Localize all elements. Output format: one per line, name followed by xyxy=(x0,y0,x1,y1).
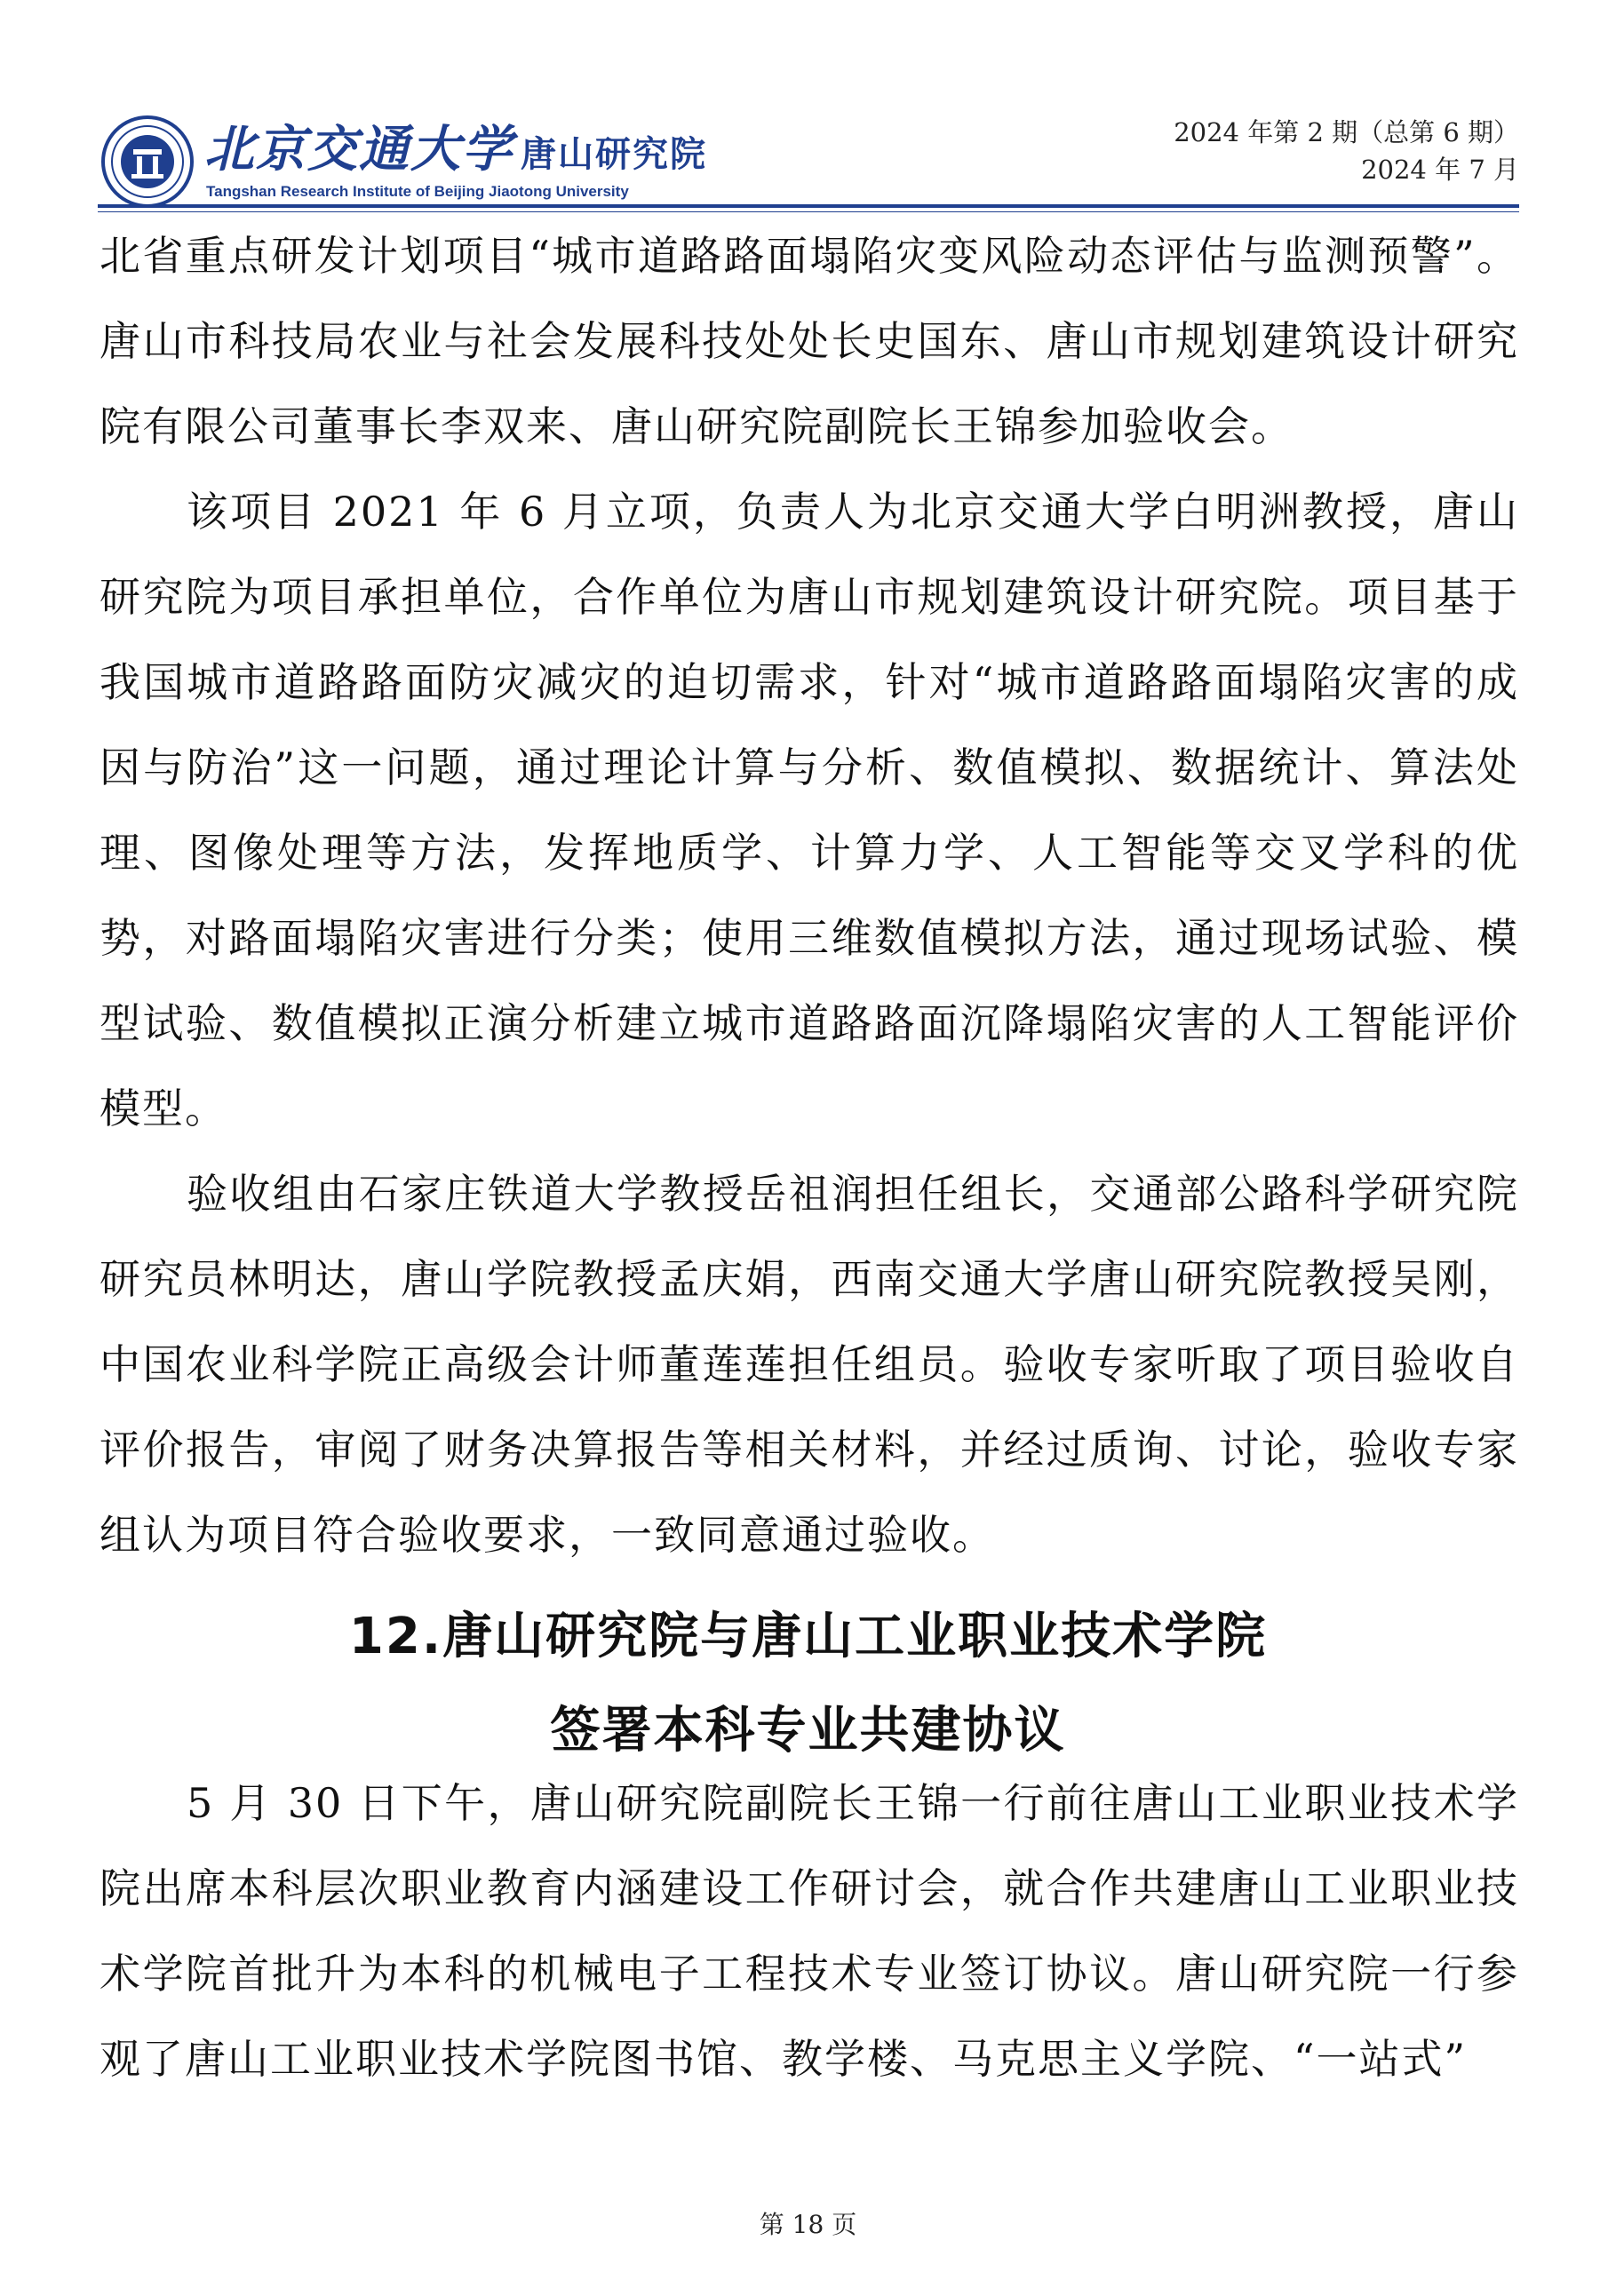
page-header xyxy=(98,105,1519,201)
header-rule-thin xyxy=(98,211,1519,212)
section-paragraph: 5 月 30 日下午，唐山研究院副院长王锦一行前往唐山工业职业技术学院出席本科层次职业教育内涵建设工作研讨会，就合作共建唐山工业职业技术学院首批升为本科的机械电子工程技术专业签订协议。唐山研究院一行参观了唐山工业职业技术学院图书馆、教学楼、马克思主义学院、“一站式” xyxy=(100,1779,1519,2083)
section-heading xyxy=(0,1590,1616,1778)
issue-info xyxy=(1174,114,1519,188)
paragraph-1: 北省重点研发计划项目“城市道路路面塌陷灾变风险动态评估与监测预警”。唐山市科技局农业与社会发展科技处处长史国东、唐山市规划建筑设计研究院有限公司董事长李双来、唐山研究院副院长王锦参加验收会。 xyxy=(100,232,1519,450)
section-title-line-2: 签署本科专业共建协议 xyxy=(550,1702,1066,1760)
institute-english-name: Tangshan Research Institute of Beijing Jiaotong University xyxy=(206,183,629,200)
paragraph-2: 该项目 2021 年 6 月立项，负责人为北京交通大学白明洲教授，唐山研究院为项目承担单位，合作单位为唐山市规划建筑设计研究院。项目基于我国城市道路路面防灾减灾的迫切需求，针对“城市道路路面塌陷灾害的成因与防治”这一问题，通过理论计算与分析、数值模拟、数据统计、算法处理、图像处理等方法，发挥地质学、计算力学、人工智能等交叉学科的优势，对路面塌陷灾害进行分类；使用三维数值模拟方法，通过现场试验、模型试验、数值模拟正演分析建立城市道路路面沉降塌陷灾害的人工智能评价模型。 xyxy=(100,488,1519,1132)
page-number: 第 18 页 xyxy=(759,2210,857,2239)
issue-date: 2024 年 7 月 xyxy=(1361,155,1519,185)
header-rule xyxy=(98,204,1519,208)
issue-number: 2024 年第 2 期（总第 6 期） xyxy=(1174,117,1519,147)
paragraph-3: 验收组由石家庄铁道大学教授岳祖润担任组长，交通部公路科学研究院研究员林明达，唐山学院教授孟庆娟，西南交通大学唐山研究院教授吴刚，中国农业科学院正高级会计师董莲莲担任组员。验收专家听取了项目验收自评价报告，审阅了财务决算报告等相关材料，并经过质询、讨论，验收专家组认为项目符合验收要求，一致同意通过验收。 xyxy=(100,1170,1519,1559)
section-title-line-1: 12.唐山研究院与唐山工业职业技术学院 xyxy=(348,1608,1268,1665)
section-body xyxy=(100,1760,1519,2101)
institute-logo-text: 北京交通大学 唐山研究院 xyxy=(204,120,707,179)
article-body xyxy=(100,213,1519,1577)
